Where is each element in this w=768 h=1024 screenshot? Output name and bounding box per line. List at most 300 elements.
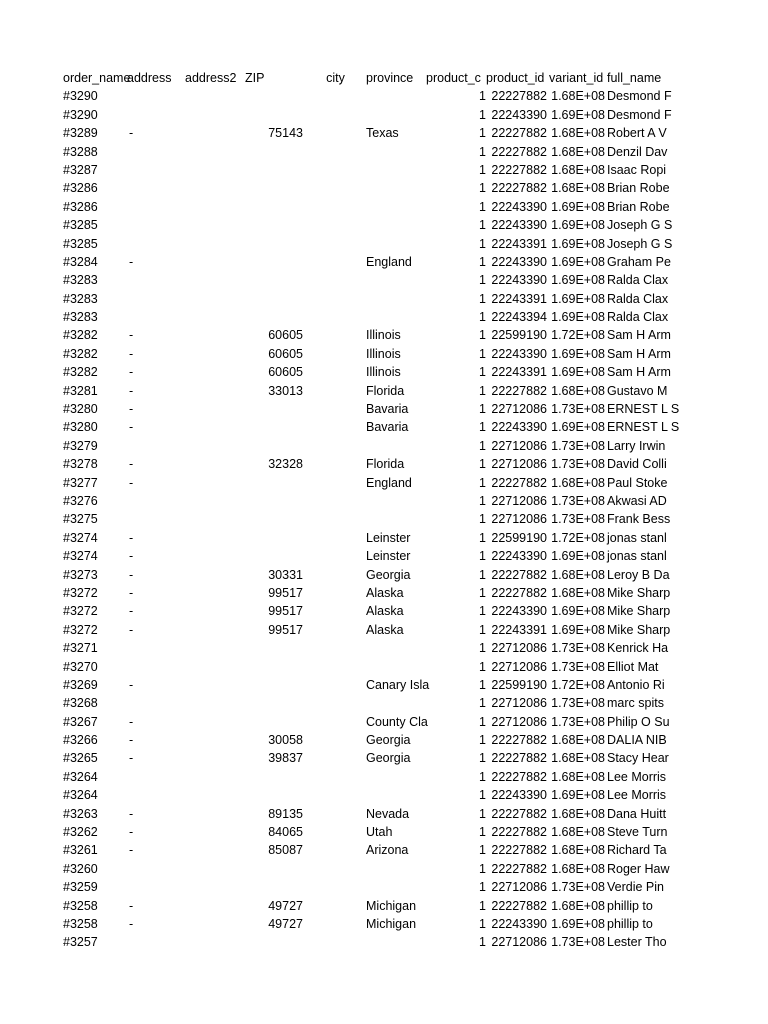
product-id-cell: 22243391 bbox=[491, 622, 547, 637]
full-name-cell: Larry Irwin bbox=[607, 438, 666, 453]
variant-id-cell: 1.68E+08 bbox=[551, 181, 605, 196]
province-cell bbox=[366, 933, 426, 951]
product-id-cell: 22227882 bbox=[491, 751, 547, 766]
order-name-cell: #3290 bbox=[63, 89, 98, 104]
zip-cell bbox=[245, 235, 303, 253]
province-cell: England bbox=[366, 254, 412, 269]
variant-id-cell: 1.68E+08 bbox=[551, 567, 605, 582]
product-id-cell: 22712086 bbox=[491, 402, 547, 417]
zip-cell bbox=[245, 253, 303, 271]
product-count-cell: 1 bbox=[479, 475, 486, 490]
address-cell: - bbox=[129, 365, 134, 380]
table-row bbox=[63, 418, 680, 436]
variant-id-cell: 1.73E+08 bbox=[551, 512, 605, 527]
address-cell bbox=[127, 271, 187, 289]
variant-id-cell: 1.69E+08 bbox=[551, 916, 605, 931]
order-name-cell: #3280 bbox=[63, 420, 98, 435]
table-row bbox=[63, 805, 668, 823]
product-count-cell: 1 bbox=[479, 677, 486, 692]
address-cell: - bbox=[129, 126, 134, 141]
product-count-cell: 1 bbox=[479, 825, 486, 840]
full-name-cell: Sam H Arm bbox=[607, 365, 671, 380]
address-cell: - bbox=[129, 714, 134, 729]
province-cell: Arizona bbox=[366, 843, 409, 858]
zip-cell bbox=[245, 400, 303, 418]
full-name-cell: Brian Robe bbox=[607, 181, 670, 196]
product-id-cell: 22227882 bbox=[491, 144, 547, 159]
full-name-cell: Denzil Dav bbox=[607, 144, 668, 159]
header-product-count: product_c bbox=[426, 71, 481, 85]
header-address2: address2 bbox=[185, 71, 237, 85]
full-name-cell: Robert A V bbox=[607, 126, 667, 141]
province-cell bbox=[366, 658, 426, 676]
address-cell bbox=[127, 786, 187, 804]
product-count-cell: 1 bbox=[479, 89, 486, 104]
order-name-cell: #3275 bbox=[63, 512, 98, 527]
province-cell bbox=[366, 235, 426, 253]
order-name-cell: #3261 bbox=[63, 843, 98, 858]
province-cell: Alaska bbox=[366, 585, 404, 600]
full-name-cell: Mike Sharp bbox=[607, 604, 671, 619]
full-name-cell: Sam H Arm bbox=[607, 346, 671, 361]
variant-id-cell: 1.72E+08 bbox=[551, 677, 605, 692]
zip-cell bbox=[245, 198, 303, 216]
header-product-id: product_id bbox=[486, 71, 545, 85]
header-variant-id: variant_id bbox=[549, 71, 604, 85]
address-cell: - bbox=[129, 751, 134, 766]
address-cell: - bbox=[129, 825, 134, 840]
full-name-cell: Verdie Pin bbox=[607, 880, 664, 895]
province-cell: Florida bbox=[366, 383, 405, 398]
table-row bbox=[63, 639, 668, 657]
table-row bbox=[63, 253, 671, 271]
table-row bbox=[63, 271, 668, 289]
product-count-cell: 1 bbox=[479, 530, 486, 545]
zip-cell: 99517 bbox=[268, 604, 303, 619]
full-name-cell: Richard Ta bbox=[607, 843, 667, 858]
product-id-cell: 22227882 bbox=[491, 733, 547, 748]
variant-id-cell: 1.69E+08 bbox=[551, 199, 605, 214]
full-name-cell: Ralda Clax bbox=[607, 310, 669, 325]
table-row bbox=[63, 290, 668, 308]
table-row bbox=[63, 326, 671, 344]
product-count-cell: 1 bbox=[479, 420, 486, 435]
zip-cell: 60605 bbox=[268, 346, 303, 361]
address-cell bbox=[127, 106, 187, 124]
province-cell: Michigan bbox=[366, 898, 417, 913]
table-row bbox=[63, 621, 671, 639]
order-name-cell: #3285 bbox=[63, 218, 98, 233]
product-id-cell: 22227882 bbox=[491, 861, 547, 876]
province-cell: Georgia bbox=[366, 733, 411, 748]
province-cell: Leinster bbox=[366, 530, 411, 545]
order-name-cell: #3272 bbox=[63, 585, 98, 600]
variant-id-cell: 1.69E+08 bbox=[551, 218, 605, 233]
full-name-cell: jonas stanl bbox=[607, 549, 667, 564]
full-name-cell: Antonio Ri bbox=[607, 677, 665, 692]
table-row bbox=[63, 437, 668, 455]
province-cell: Alaska bbox=[366, 622, 404, 637]
product-id-cell: 22227882 bbox=[491, 806, 547, 821]
province-cell: Texas bbox=[366, 126, 399, 141]
product-id-cell: 22243391 bbox=[491, 365, 547, 380]
order-name-cell: #3274 bbox=[63, 530, 98, 545]
order-name-cell: #3285 bbox=[63, 236, 98, 251]
product-count-cell: 1 bbox=[479, 402, 486, 417]
product-count-cell: 1 bbox=[479, 199, 486, 214]
order-name-cell: #3282 bbox=[63, 328, 98, 343]
zip-cell: 30331 bbox=[268, 567, 303, 582]
variant-id-cell: 1.73E+08 bbox=[551, 935, 605, 950]
address-cell bbox=[127, 658, 187, 676]
product-id-cell: 22243390 bbox=[491, 549, 547, 564]
variant-id-cell: 1.73E+08 bbox=[551, 696, 605, 711]
province-cell bbox=[366, 768, 426, 786]
header-order-name: order_name bbox=[63, 71, 131, 85]
product-count-cell: 1 bbox=[479, 310, 486, 325]
table-row bbox=[63, 161, 668, 179]
full-name-cell: Desmond F bbox=[607, 89, 672, 104]
full-name-cell: phillip to bbox=[607, 898, 653, 913]
zip-cell bbox=[245, 676, 303, 694]
product-count-cell: 1 bbox=[479, 733, 486, 748]
province-cell: England bbox=[366, 475, 412, 490]
address-cell bbox=[127, 878, 187, 896]
order-name-cell: #3269 bbox=[63, 677, 98, 692]
address-cell bbox=[127, 437, 187, 455]
product-count-cell: 1 bbox=[479, 641, 486, 656]
zip-cell bbox=[245, 529, 303, 547]
variant-id-cell: 1.69E+08 bbox=[551, 622, 605, 637]
address-cell bbox=[127, 87, 187, 105]
province-cell bbox=[366, 437, 426, 455]
product-id-cell: 22227882 bbox=[491, 769, 547, 784]
table-row bbox=[63, 786, 668, 804]
product-count-cell: 1 bbox=[479, 714, 486, 729]
table-row bbox=[63, 492, 668, 510]
order-name-cell: #3270 bbox=[63, 659, 98, 674]
order-name-cell: #3282 bbox=[63, 346, 98, 361]
table-row bbox=[63, 897, 668, 915]
header-row bbox=[63, 69, 668, 87]
zip-cell bbox=[245, 547, 303, 565]
zip-cell bbox=[245, 878, 303, 896]
variant-id-cell: 1.68E+08 bbox=[551, 898, 605, 913]
product-id-cell: 22243390 bbox=[491, 199, 547, 214]
order-name-cell: #3272 bbox=[63, 604, 98, 619]
zip-cell bbox=[245, 87, 303, 105]
product-count-cell: 1 bbox=[479, 383, 486, 398]
product-count-cell: 1 bbox=[479, 898, 486, 913]
address-cell bbox=[127, 235, 187, 253]
product-count-cell: 1 bbox=[479, 806, 486, 821]
order-name-cell: #3264 bbox=[63, 788, 98, 803]
product-count-cell: 1 bbox=[479, 696, 486, 711]
province-cell bbox=[366, 143, 426, 161]
province-cell bbox=[366, 179, 426, 197]
zip-cell bbox=[245, 474, 303, 492]
variant-id-cell: 1.68E+08 bbox=[551, 825, 605, 840]
product-count-cell: 1 bbox=[479, 549, 486, 564]
product-id-cell: 22599190 bbox=[491, 677, 547, 692]
variant-id-cell: 1.69E+08 bbox=[551, 420, 605, 435]
full-name-cell: Stacy Hear bbox=[607, 751, 669, 766]
zip-cell: 33013 bbox=[268, 383, 303, 398]
address-cell bbox=[127, 492, 187, 510]
product-id-cell: 22243391 bbox=[491, 291, 547, 306]
province-cell: Georgia bbox=[366, 567, 411, 582]
product-id-cell: 22227882 bbox=[491, 825, 547, 840]
table-row bbox=[63, 363, 671, 381]
address-cell: - bbox=[129, 383, 134, 398]
table-row bbox=[63, 694, 668, 712]
full-name-cell: Paul Stoke bbox=[607, 475, 668, 490]
order-name-cell: #3280 bbox=[63, 402, 98, 417]
address-cell: - bbox=[129, 733, 134, 748]
product-count-cell: 1 bbox=[479, 567, 486, 582]
variant-id-cell: 1.69E+08 bbox=[551, 291, 605, 306]
table-row bbox=[63, 731, 668, 749]
product-count-cell: 1 bbox=[479, 622, 486, 637]
product-count-cell: 1 bbox=[479, 438, 486, 453]
variant-id-cell: 1.68E+08 bbox=[551, 383, 605, 398]
table-row bbox=[63, 878, 668, 896]
table-row bbox=[63, 749, 668, 767]
address-cell bbox=[127, 143, 187, 161]
full-name-cell: Mike Sharp bbox=[607, 622, 671, 637]
zip-cell bbox=[245, 510, 303, 528]
header-address: address bbox=[127, 71, 172, 85]
zip-cell bbox=[245, 492, 303, 510]
full-name-cell: Frank Bess bbox=[607, 512, 671, 527]
order-name-cell: #3281 bbox=[63, 383, 98, 398]
variant-id-cell: 1.68E+08 bbox=[551, 806, 605, 821]
table-row bbox=[63, 198, 668, 216]
zip-cell bbox=[245, 271, 303, 289]
variant-id-cell: 1.68E+08 bbox=[551, 126, 605, 141]
product-id-cell: 22243394 bbox=[491, 310, 547, 325]
address-cell bbox=[127, 216, 187, 234]
product-count-cell: 1 bbox=[479, 585, 486, 600]
full-name-cell: Dana Huitt bbox=[607, 806, 667, 821]
address-cell: - bbox=[129, 806, 134, 821]
product-count-cell: 1 bbox=[479, 346, 486, 361]
product-id-cell: 22243390 bbox=[491, 788, 547, 803]
full-name-cell: Lee Morris bbox=[607, 788, 667, 803]
variant-id-cell: 1.69E+08 bbox=[551, 236, 605, 251]
full-name-cell: Roger Haw bbox=[607, 861, 670, 876]
order-name-cell: #3268 bbox=[63, 696, 98, 711]
variant-id-cell: 1.73E+08 bbox=[551, 457, 605, 472]
full-name-cell: jonas stanl bbox=[607, 530, 667, 545]
full-name-cell: Kenrick Ha bbox=[607, 641, 669, 656]
variant-id-cell: 1.68E+08 bbox=[551, 475, 605, 490]
province-cell: County Cla bbox=[366, 714, 428, 729]
zip-cell: 99517 bbox=[268, 585, 303, 600]
variant-id-cell: 1.73E+08 bbox=[551, 438, 605, 453]
province-cell: Nevada bbox=[366, 806, 410, 821]
address-cell bbox=[127, 290, 187, 308]
header-zip: ZIP bbox=[245, 71, 265, 85]
zip-cell bbox=[245, 179, 303, 197]
zip-cell: 30058 bbox=[268, 733, 303, 748]
zip-cell: 75143 bbox=[268, 126, 303, 141]
variant-id-cell: 1.73E+08 bbox=[551, 659, 605, 674]
table-row bbox=[63, 860, 668, 878]
province-cell bbox=[366, 198, 426, 216]
address-cell bbox=[127, 198, 187, 216]
full-name-cell: Leroy B Da bbox=[607, 567, 670, 582]
zip-cell bbox=[245, 860, 303, 878]
variant-id-cell: 1.68E+08 bbox=[551, 89, 605, 104]
table-row bbox=[63, 823, 668, 841]
product-count-cell: 1 bbox=[479, 935, 486, 950]
product-id-cell: 22227882 bbox=[491, 383, 547, 398]
table-row bbox=[63, 474, 668, 492]
product-id-cell: 22243390 bbox=[491, 916, 547, 931]
zip-cell: 39837 bbox=[268, 751, 303, 766]
product-id-cell: 22243390 bbox=[491, 218, 547, 233]
table-row bbox=[63, 382, 668, 400]
table-row bbox=[63, 566, 668, 584]
zip-cell bbox=[245, 639, 303, 657]
product-id-cell: 22712086 bbox=[491, 935, 547, 950]
product-id-cell: 22243390 bbox=[491, 420, 547, 435]
product-count-cell: 1 bbox=[479, 659, 486, 674]
product-count-cell: 1 bbox=[479, 457, 486, 472]
full-name-cell: Mike Sharp bbox=[607, 585, 671, 600]
table-row bbox=[63, 510, 671, 528]
product-count-cell: 1 bbox=[479, 751, 486, 766]
zip-cell bbox=[245, 713, 303, 731]
order-name-cell: #3267 bbox=[63, 714, 98, 729]
address-cell bbox=[127, 860, 187, 878]
full-name-cell: ERNEST L S bbox=[607, 402, 680, 417]
province-cell: Bavaria bbox=[366, 402, 409, 417]
full-name-cell: Joseph G S bbox=[607, 218, 673, 233]
variant-id-cell: 1.73E+08 bbox=[551, 641, 605, 656]
address-cell: - bbox=[129, 916, 134, 931]
zip-cell: 49727 bbox=[268, 916, 303, 931]
product-count-cell: 1 bbox=[479, 107, 486, 122]
product-count-cell: 1 bbox=[479, 843, 486, 858]
order-name-cell: #3288 bbox=[63, 144, 98, 159]
table-row bbox=[63, 455, 668, 473]
order-name-cell: #3257 bbox=[63, 935, 98, 950]
province-cell bbox=[366, 106, 426, 124]
order-name-cell: #3264 bbox=[63, 769, 98, 784]
zip-cell bbox=[245, 768, 303, 786]
province-cell bbox=[366, 161, 426, 179]
order-name-cell: #3286 bbox=[63, 199, 98, 214]
product-count-cell: 1 bbox=[479, 880, 486, 895]
product-id-cell: 22712086 bbox=[491, 438, 547, 453]
product-count-cell: 1 bbox=[479, 328, 486, 343]
province-cell bbox=[366, 878, 426, 896]
address-cell: - bbox=[129, 457, 134, 472]
zip-cell bbox=[245, 216, 303, 234]
province-cell: Leinster bbox=[366, 549, 411, 564]
order-name-cell: #3258 bbox=[63, 898, 98, 913]
variant-id-cell: 1.72E+08 bbox=[551, 328, 605, 343]
table-row bbox=[63, 841, 668, 859]
full-name-cell: Philip O Su bbox=[607, 714, 670, 729]
full-name-cell: Ralda Clax bbox=[607, 291, 669, 306]
product-count-cell: 1 bbox=[479, 365, 486, 380]
address-cell bbox=[127, 768, 187, 786]
product-count-cell: 1 bbox=[479, 512, 486, 527]
product-id-cell: 22712086 bbox=[491, 493, 547, 508]
product-id-cell: 22599190 bbox=[491, 530, 547, 545]
product-id-cell: 22227882 bbox=[491, 567, 547, 582]
order-name-cell: #3272 bbox=[63, 622, 98, 637]
address-cell bbox=[127, 510, 187, 528]
zip-cell bbox=[245, 290, 303, 308]
product-count-cell: 1 bbox=[479, 126, 486, 141]
variant-id-cell: 1.72E+08 bbox=[551, 530, 605, 545]
address-cell: - bbox=[129, 420, 134, 435]
zip-cell: 49727 bbox=[268, 898, 303, 913]
order-name-cell: #3287 bbox=[63, 162, 98, 177]
province-cell: Bavaria bbox=[366, 420, 409, 435]
table-row bbox=[63, 216, 673, 234]
zip-cell: 85087 bbox=[268, 843, 303, 858]
product-count-cell: 1 bbox=[479, 291, 486, 306]
province-cell bbox=[366, 87, 426, 105]
province-cell bbox=[366, 694, 426, 712]
order-name-cell: #3265 bbox=[63, 751, 98, 766]
header-full-name: full_name bbox=[607, 71, 662, 85]
product-count-cell: 1 bbox=[479, 236, 486, 251]
full-name-cell: DALIA NIB bbox=[607, 733, 667, 748]
table-row bbox=[63, 547, 668, 565]
address-cell bbox=[127, 179, 187, 197]
order-name-cell: #3266 bbox=[63, 733, 98, 748]
address-cell: - bbox=[129, 475, 134, 490]
product-count-cell: 1 bbox=[479, 218, 486, 233]
product-count-cell: 1 bbox=[479, 788, 486, 803]
address-cell: - bbox=[129, 585, 134, 600]
product-id-cell: 22243390 bbox=[491, 604, 547, 619]
province-cell: Utah bbox=[366, 825, 393, 840]
order-name-cell: #3259 bbox=[63, 880, 98, 895]
variant-id-cell: 1.69E+08 bbox=[551, 254, 605, 269]
variant-id-cell: 1.69E+08 bbox=[551, 549, 605, 564]
product-id-cell: 22243390 bbox=[491, 254, 547, 269]
province-cell: Florida bbox=[366, 457, 405, 472]
product-count-cell: 1 bbox=[479, 144, 486, 159]
province-cell: Georgia bbox=[366, 751, 411, 766]
variant-id-cell: 1.68E+08 bbox=[551, 861, 605, 876]
product-id-cell: 22712086 bbox=[491, 659, 547, 674]
full-name-cell: Ralda Clax bbox=[607, 273, 669, 288]
product-count-cell: 1 bbox=[479, 181, 486, 196]
table-row bbox=[63, 713, 668, 731]
zip-cell bbox=[245, 308, 303, 326]
product-count-cell: 1 bbox=[479, 162, 486, 177]
zip-cell bbox=[245, 418, 303, 436]
table-body bbox=[63, 87, 680, 951]
variant-id-cell: 1.73E+08 bbox=[551, 714, 605, 729]
province-cell bbox=[366, 271, 426, 289]
full-name-cell: Akwasi AD bbox=[607, 493, 667, 508]
full-name-cell: Steve Turn bbox=[607, 825, 668, 840]
table-row bbox=[63, 658, 668, 676]
province-cell: Illinois bbox=[366, 328, 401, 343]
address-cell: - bbox=[129, 604, 134, 619]
zip-cell: 32328 bbox=[268, 457, 303, 472]
order-name-cell: #3282 bbox=[63, 365, 98, 380]
